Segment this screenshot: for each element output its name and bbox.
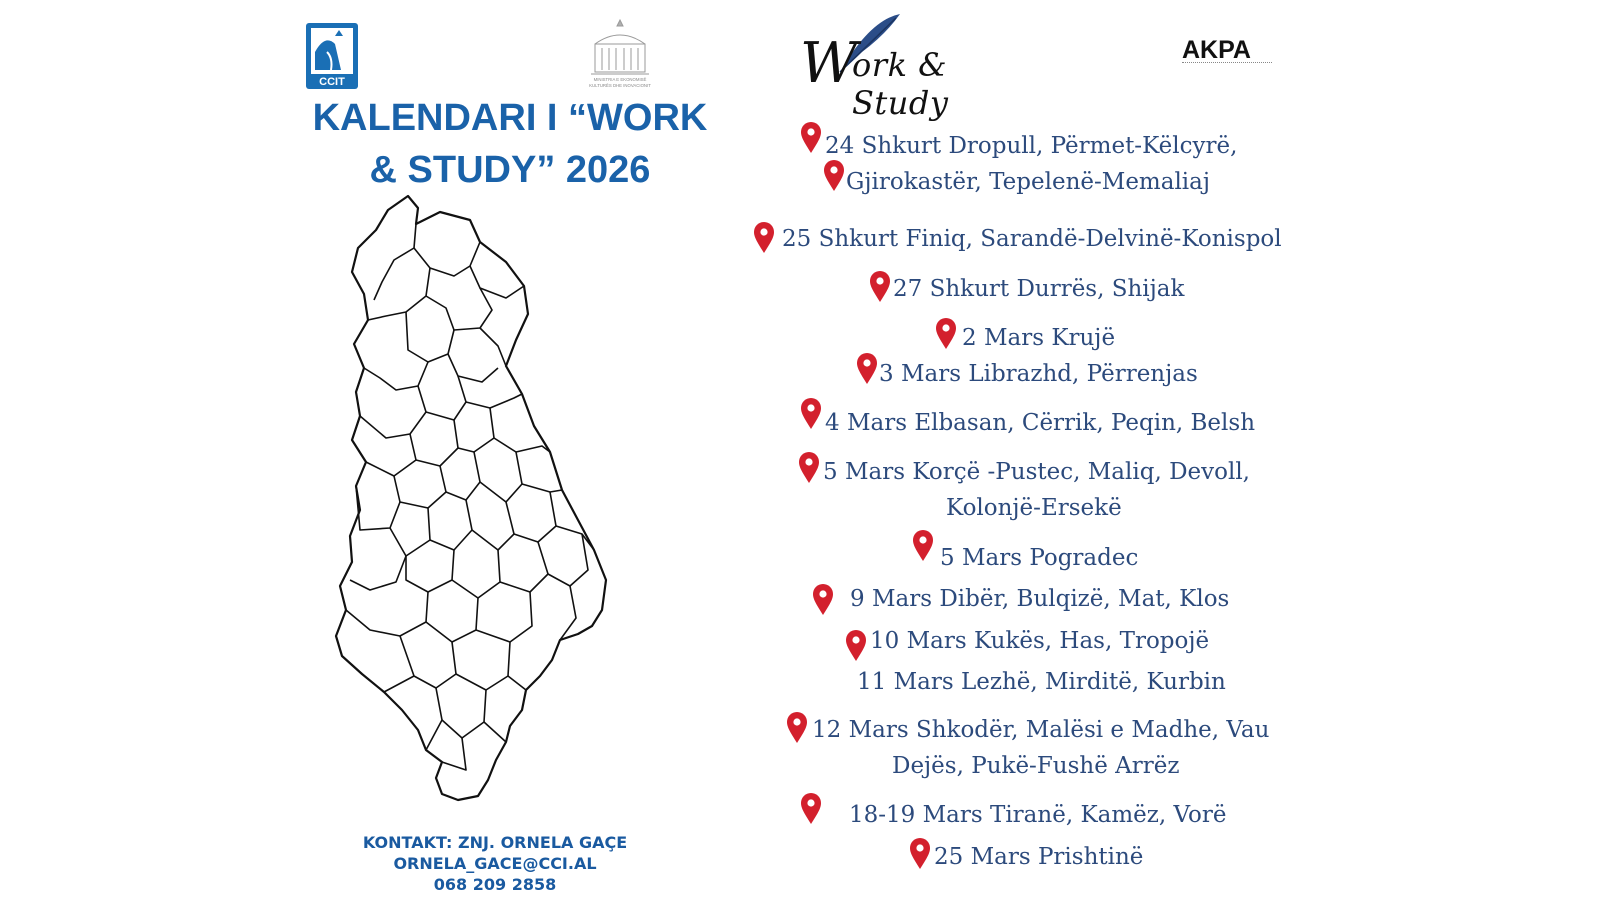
event-line: 18-19 Mars Tiranë, Kamëz, Vorë xyxy=(849,802,1227,828)
location-pin-icon xyxy=(869,271,891,303)
event-line: 4 Mars Elbasan, Cërrik, Peqin, Belsh xyxy=(825,410,1256,436)
ccit-logo xyxy=(305,22,359,90)
location-pin-icon xyxy=(800,398,822,430)
event-line: 10 Mars Kukës, Has, Tropojë xyxy=(870,628,1210,654)
event-line: 9 Mars Dibër, Bulqizë, Mat, Klos xyxy=(850,586,1230,612)
contact-info xyxy=(330,832,660,895)
akpa-logo-underline xyxy=(1182,62,1272,66)
event-line: 5 Mars Pogradec xyxy=(940,545,1139,571)
ministry-caption-line2: KULTURËS DHE INOVACIONIT xyxy=(589,83,651,88)
location-pin-icon xyxy=(845,630,867,662)
event-line: 24 Shkurt Dropull, Përmet-Këlcyrë, xyxy=(825,133,1238,159)
event-line: 3 Mars Librazhd, Përrenjas xyxy=(879,361,1198,387)
work-study-logo-text: ork & Study xyxy=(852,46,949,122)
work-study-logo xyxy=(800,12,1040,122)
event-line: 27 Shkurt Durrës, Shijak xyxy=(893,276,1185,302)
location-pin-icon xyxy=(856,353,878,385)
location-pin-icon xyxy=(909,838,931,870)
location-pin-icon xyxy=(786,712,808,744)
event-line: 2 Mars Krujë xyxy=(962,325,1116,351)
ministry-logo xyxy=(585,16,655,90)
contact-email: ORNELA_GACE@CCI.AL xyxy=(393,854,597,873)
albania-map-icon xyxy=(330,190,630,820)
event-line: 12 Mars Shkodër, Malësi e Madhe, Vau xyxy=(812,717,1270,743)
akpa-logo xyxy=(1182,36,1278,68)
work-study-logo-initial: W xyxy=(800,31,858,92)
location-pin-icon xyxy=(812,584,834,616)
ministry-caption-line1: MINISTRIA E EKONOMISË xyxy=(593,77,647,82)
location-pin-icon xyxy=(798,452,820,484)
location-pin-icon xyxy=(823,160,845,192)
event-line: Kolonjë-Ersekë xyxy=(946,495,1122,521)
location-pin-icon xyxy=(800,122,822,154)
location-pin-icon xyxy=(800,793,822,825)
event-line: 25 Shkurt Finiq, Sarandë-Delvinë-Konispol xyxy=(782,226,1282,252)
location-pin-icon xyxy=(912,530,934,562)
akpa-logo-text: AKPA xyxy=(1182,36,1251,64)
event-line: Gjirokastër, Tepelenë-Memaliaj xyxy=(846,169,1211,195)
ccit-logo-text: CCIT xyxy=(319,76,345,88)
event-line: 11 Mars Lezhë, Mirditë, Kurbin xyxy=(857,669,1226,695)
location-pin-icon xyxy=(753,222,775,254)
page-title xyxy=(270,92,750,196)
title-line2: & STUDY” 2026 xyxy=(369,149,651,191)
event-line: 25 Mars Prishtinë xyxy=(934,844,1144,870)
contact-phone: 068 209 2858 xyxy=(433,875,557,894)
contact-person: KONTAKT: ZNJ. ORNELA GAÇE xyxy=(362,833,628,852)
title-line1: KALENDARI I “WORK xyxy=(312,97,708,139)
event-line: Dejës, Pukë-Fushë Arrëz xyxy=(892,753,1180,779)
event-line: 5 Mars Korçë -Pustec, Maliq, Devoll, xyxy=(823,459,1250,485)
location-pin-icon xyxy=(935,318,957,350)
